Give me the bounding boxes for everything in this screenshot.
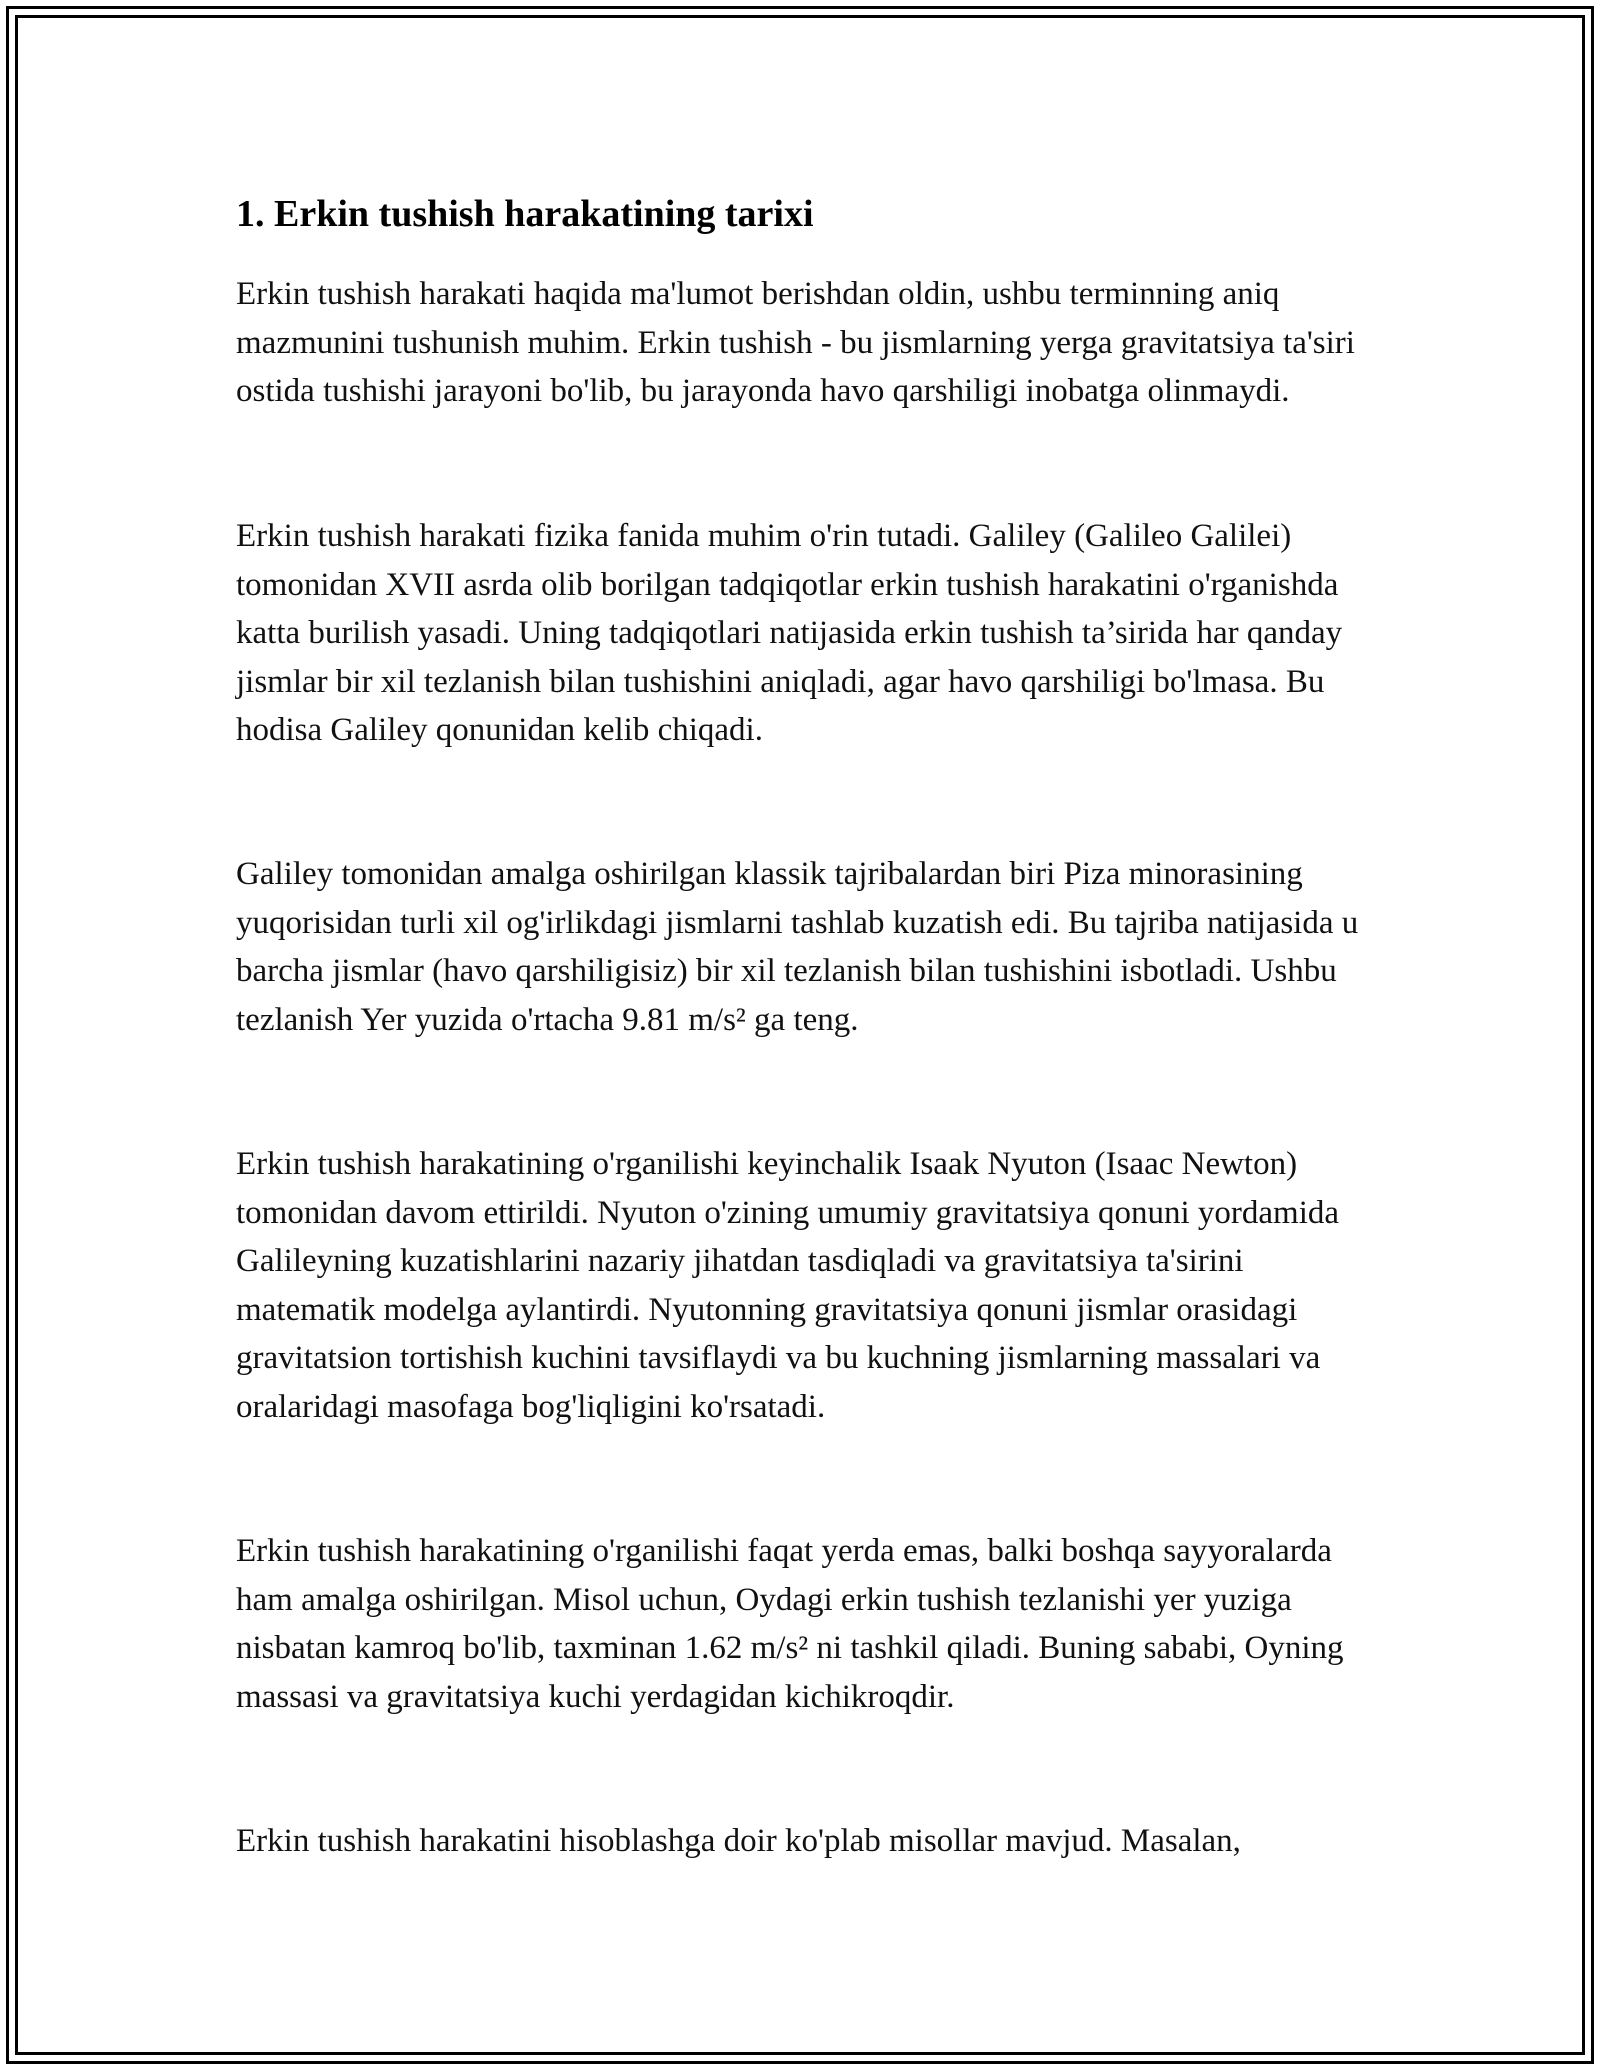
paragraph-newton: Erkin tushish harakatining o'rganilishi keyinchalik Isaak Nyuton (Isaac Newton) tomonidan davom ettirildi. Nyuton o'zining umumiy gravitatsiya qonuni yordamida Galileyning kuzatishlarini nazariy jihatdan tasdiqladi va gravitatsiya ta'sirini matematik modelga aylantirdi. Nyutonning gravitatsiya qonuni jismlar orasidagi gravitatsion tortishish kuchini tavsiflaydi va bu kuchning jismlarning massalari va oralaridagi masofaga bog'liqligini ko'rsatadi. — [236, 1146, 1340, 1425]
paragraph-definition: Erkin tushish harakati haqida ma'lumot berishdan oldin, ushbu terminning aniq mazmunini tushunish muhim. Erkin tushish - bu jismlarning yerga gravitatsiya ta'siri ostida tushishi jarayoni bo'lib, bu jarayonda havo qarshiligi inobatga olinmaydi. — [236, 276, 1355, 409]
section-heading: 1. Erkin tushish harakatining tarixi — [236, 193, 814, 235]
paragraph-galileo: Erkin tushish harakati fizika fanida muhim o'rin tutadi. Galiley (Galileo Galilei) tomonidan XVII asrda olib borilgan tadqiqotlar erkin tushish harakatini o'rganishda katta burilish yasadi. Uning tadqiqotlari natijasida erkin tushish ta’sirida har qanday jismlar bir xil tezlanish bilan tushishini aniqladi, agar havo qarshiligi bo'lmasa. Bu hodisa Galiley qonunidan kelib chiqadi. — [236, 518, 1343, 748]
paragraph-moon: Erkin tushish harakatining o'rganilishi faqat yerda emas, balki boshqa sayyoralarda ham amalga oshirilgan. Misol uchun, Oydagi erkin tushish tezlanishi yer yuziga nisbatan kamroq bo'lib, taxminan 1.62 m/s² ni tashkil qiladi. Buning sababi, Oyning massasi va gravitatsiya kuchi yerdagidan kichikroqdir. — [236, 1533, 1344, 1715]
document-body — [236, 186, 1366, 1859]
paragraph-pisa-experiment: Galiley tomonidan amalga oshirilgan klassik tajribalardan biri Piza minorasining yuqorisidan turli xil og'irlikdagi jismlarni tashlab kuzatish edi. Bu tajriba natijasida u barcha jismlar (havo qarshiligisiz) bir xil tezlanish bilan tushishini isbotladi. Ushbu tezlanish Yer yuzida o'rtacha 9.81 m/s² ga teng. — [236, 856, 1359, 1038]
paragraph-examples: Erkin tushish harakatini hisoblashga doir ko'plab misollar mavjud. Masalan, — [236, 1823, 1241, 1859]
